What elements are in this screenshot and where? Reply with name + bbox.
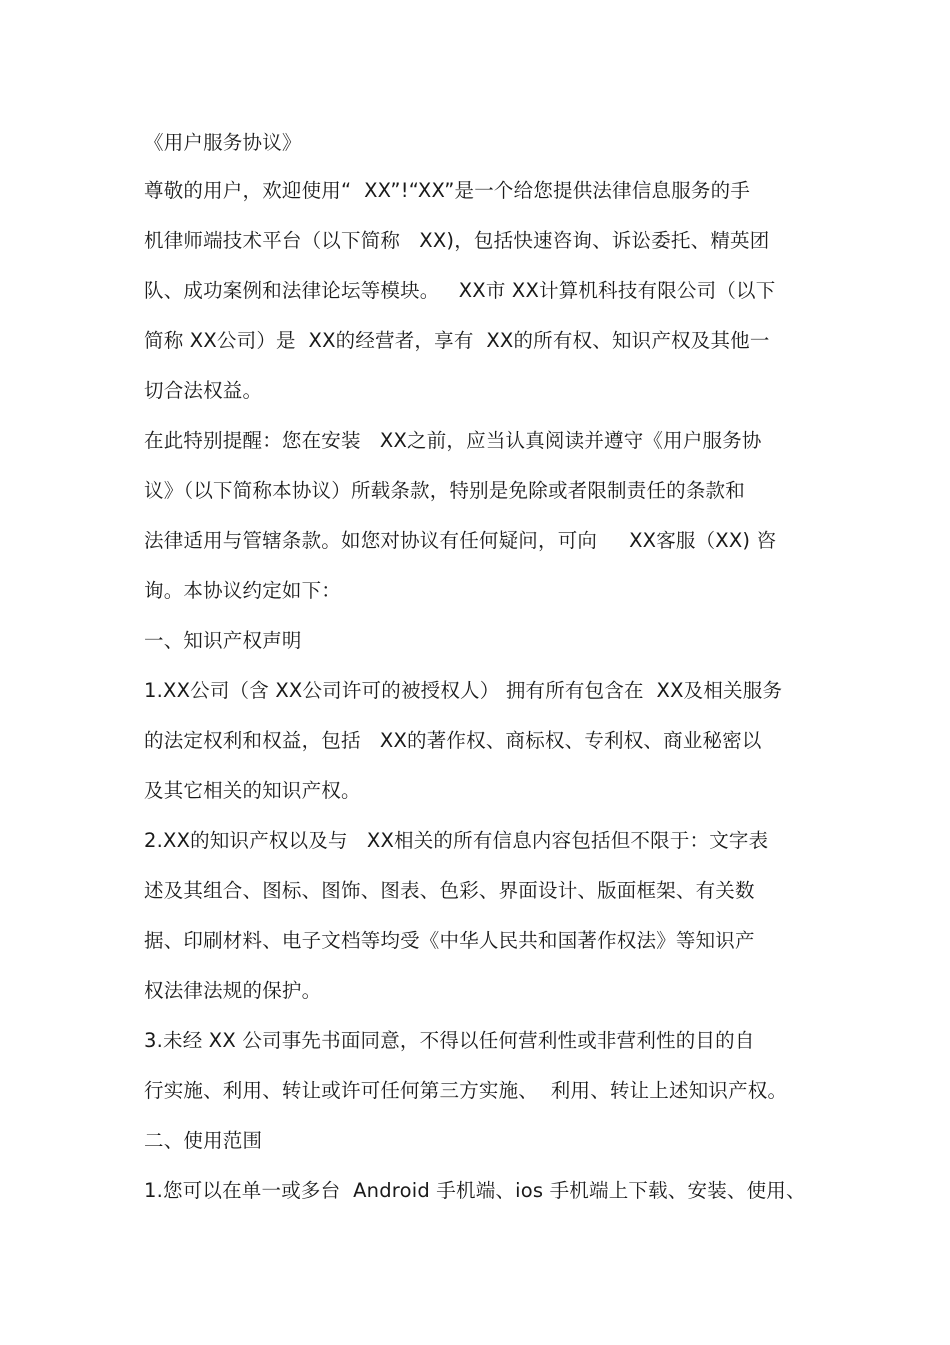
text-line: 1.XX公司（含 XX公司许可的被授权人） 拥有所有包含在 XX及相关服务	[144, 679, 783, 702]
document-title: 《用户服务协议》	[144, 131, 302, 154]
text-line: 简称 XX公司）是 XX的经营者，享有 XX的所有权、知识产权及其他一	[144, 329, 770, 352]
text-line: 队、成功案例和法律论坛等模块。 XX市 XX计算机科技有限公司（以下	[144, 279, 776, 302]
text-line: 尊敬的用户，欢迎使用“ XX”!“XX”是一个给您提供法律信息服务的手	[144, 179, 751, 202]
text-line: 1.您可以在单一或多台 Android 手机端、ios 手机端上下载、安装、使用、	[144, 1179, 806, 1202]
text-line: 据、印刷材料、电子文档等均受《中华人民共和国著作权法》等知识产	[144, 929, 755, 952]
text-line: 行实施、利用、转让或许可任何第三方实施、 利用、转让上述知识产权。	[144, 1079, 788, 1102]
text-line: 及其它相关的知识产权。	[144, 779, 361, 802]
text-line: 议》（以下简称本协议）所载条款，特别是免除或者限制责任的条款和	[144, 479, 745, 502]
text-line: 的法定权利和权益，包括 XX的著作权、商标权、专利权、商业秘密以	[144, 729, 762, 752]
section-heading: 二、使用范围	[144, 1129, 263, 1152]
text-line: 询。本协议约定如下：	[144, 579, 342, 602]
text-line: 3.未经 XX 公司事先书面同意，不得以任何营利性或非营利性的目的自	[144, 1029, 755, 1052]
text-line: 机律师端技术平台（以下简称 XX)，包括快速咨询、诉讼委托、精英团	[144, 229, 770, 252]
text-line: 2.XX的知识产权以及与 XX相关的所有信息内容包括但不限于：文字表	[144, 829, 769, 852]
text-line: 权法律法规的保护。	[144, 979, 322, 1002]
text-line: 切合法权益。	[144, 379, 263, 402]
section-heading: 一、知识产权声明	[144, 629, 302, 652]
text-line: 在此特别提醒：您在安装 XX之前，应当认真阅读并遵守《用户服务协	[144, 429, 762, 452]
text-line: 述及其组合、图标、图饰、图表、色彩、界面设计、版面框架、有关数	[144, 879, 755, 902]
text-line: 法律适用与管辖条款。如您对协议有任何疑问，可向 XX客服（XX) 咨	[144, 529, 777, 552]
